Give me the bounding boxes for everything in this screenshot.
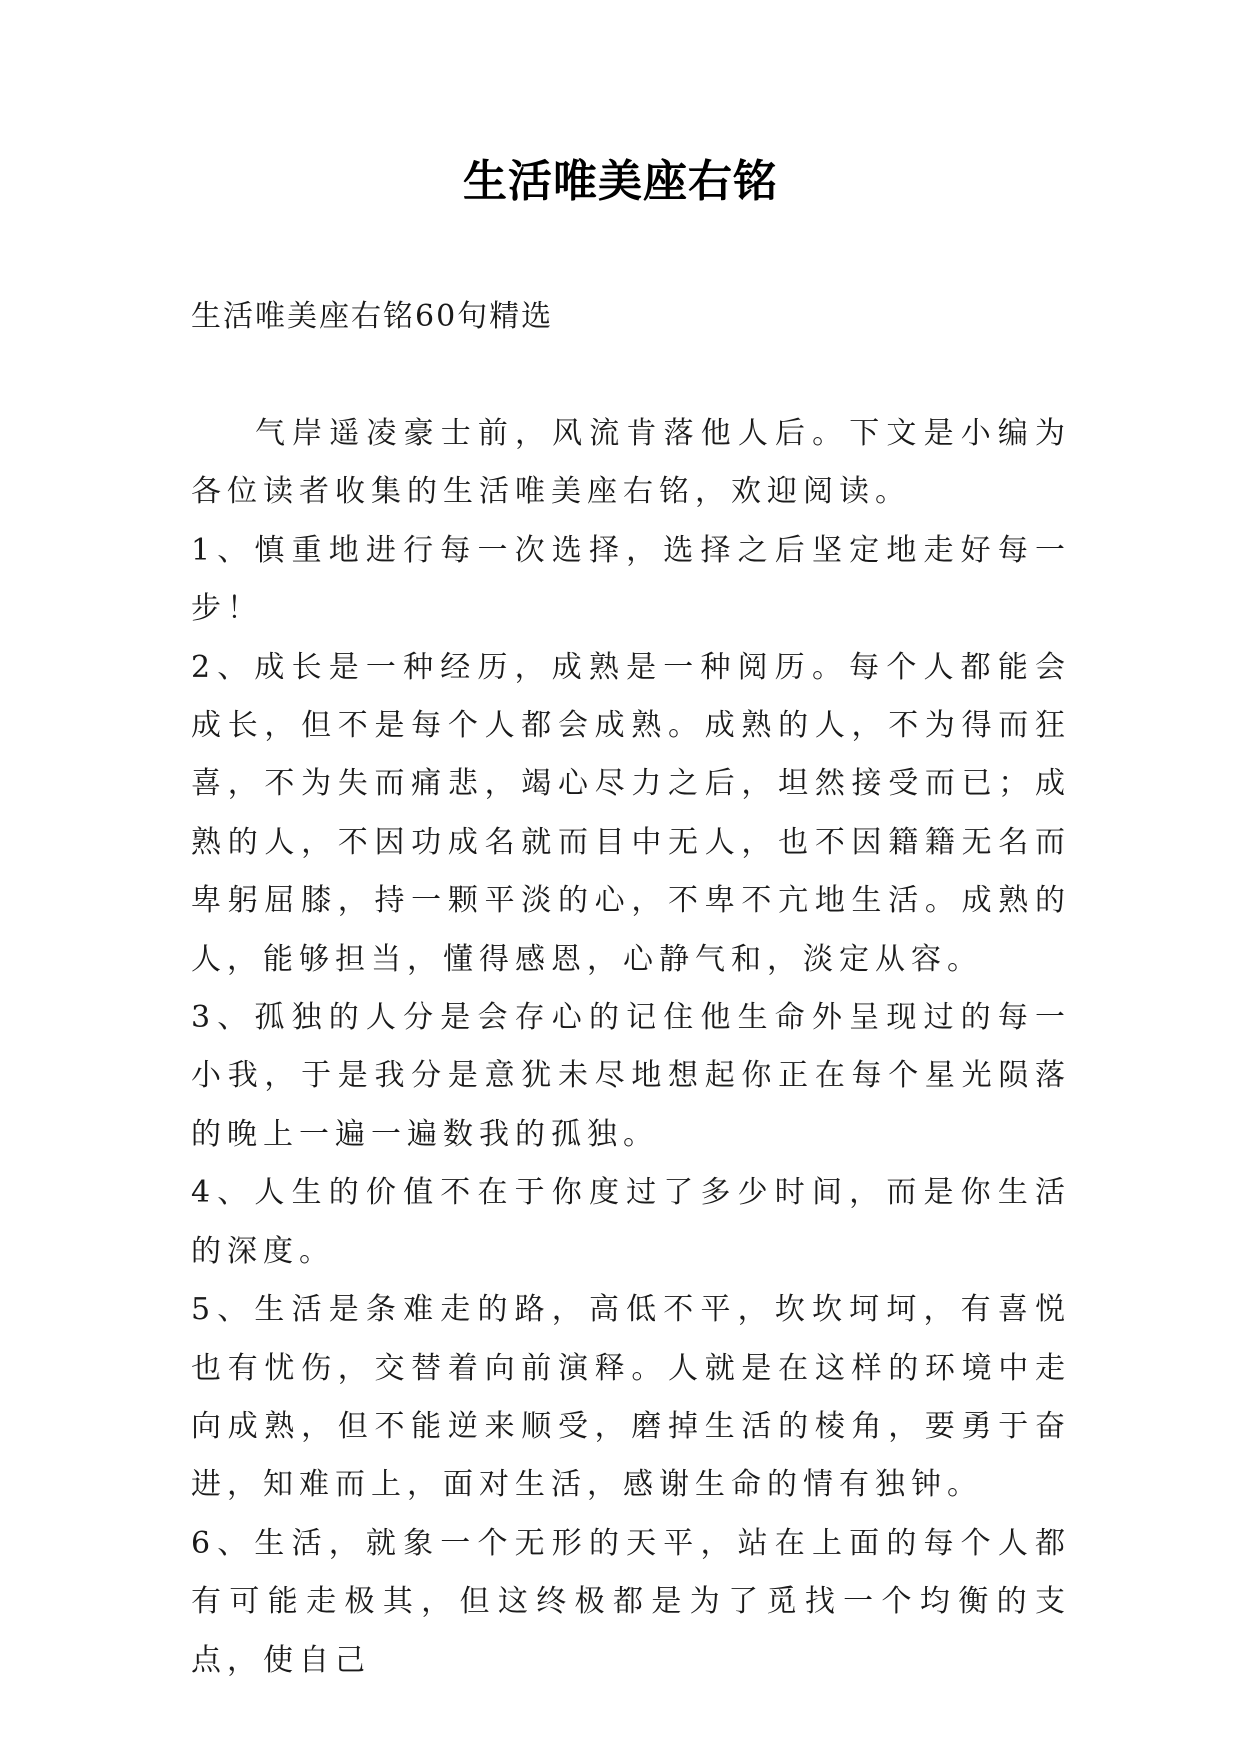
list-item: 2、成长是一种经历，成熟是一种阅历。每个人都能会成长，但不是每个人都会成熟。成熟的人，不为得而狂喜，不为失而痛悲，竭心尽力之后，坦然接受而已；成熟的人，不因功成名就而目中无人，也不因籍籍无名而卑躬屈膝，持一颗平淡的心，不卑不亢地生活。成熟的人，能够担当，懂得感恩，心静气和，淡定从容。 [191,649,1071,977]
document-title: 生活唯美座右铭 [463,156,778,207]
document-subtitle: 生活唯美座右铭60句精选 [191,299,554,334]
list-item: 5、生活是条难走的路，高低不平，坎坎坷坷，有喜悦也有忧伤，交替着向前演释。人就是在这样的环境中走向成熟，但不能逆来顺受，磨掉生活的棱角，要勇于奋进，知难而上，面对生活，感谢生命的情有独钟。 [191,1292,1071,1503]
list-item: 4、人生的价值不在于你度过了多少时间，而是你生活的深度。 [191,1175,1071,1269]
list-item: 1、慎重地进行每一次选择，选择之后坚定地走好每一步！ [191,532,1071,627]
list-item: 6、生活，就象一个无形的天平，站在上面的每个人都有可能走极其，但这终极都是为了觅找一个均衡的支点，使自己 [191,1525,1071,1678]
list-item: 3、孤独的人分是会存心的记住他生命外呈现过的每一小我，于是我分是意犹未尽地想起你正在每个星光陨落的晚上一遍一遍数我的孤独。 [191,1000,1071,1152]
document-body [191,405,1071,1690]
intro-paragraph: 气岸遥凌豪士前，风流肯落他人后。下文是小编为各位读者收集的生活唯美座右铭，欢迎阅读。 [191,416,1071,510]
